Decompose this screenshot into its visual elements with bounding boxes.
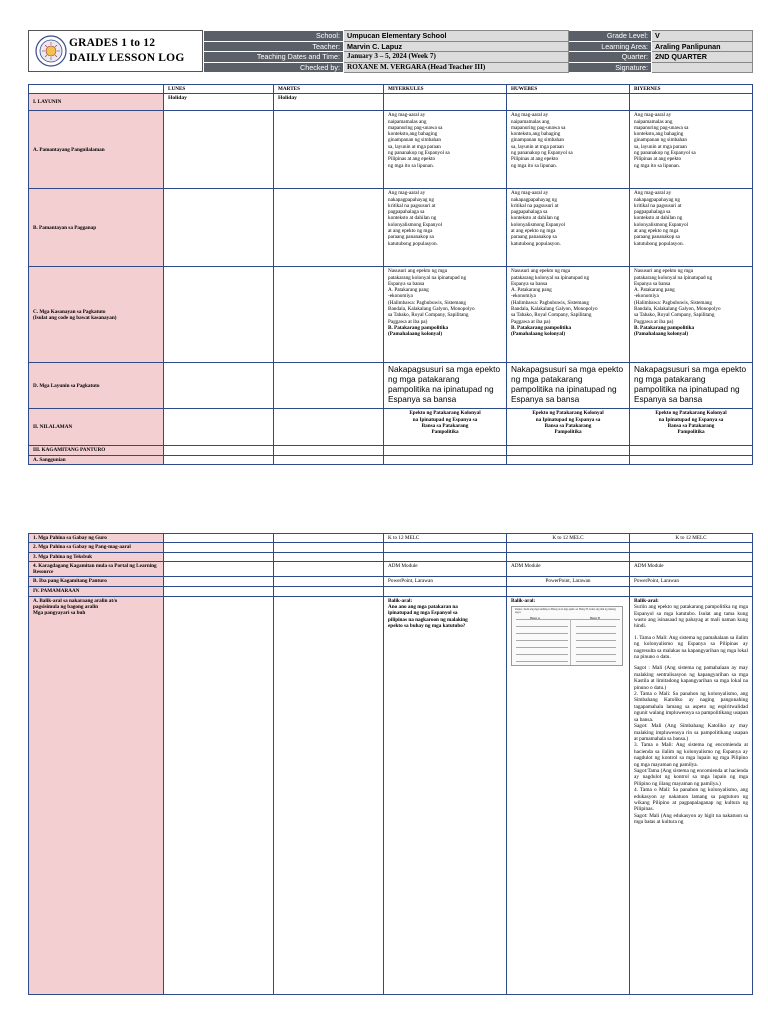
pamantayan-pangnilalaman-biyernes: Ang mag-aaral ay naipamamalas ang mapanuring pag-unawa sa konteksto,ang bahaging ginampanan ng simbahan sa, layunin at mga paraan ng pananakop ng Espanyol sa Pilipinas at ang epekto ng mga ito sa lipunan. <box>630 111 753 189</box>
row-label-pamantayan-sa-pagganap: B. Pamantayan sa Pagganap <box>29 189 164 267</box>
karagdagang-huwebes: ADM Module <box>507 561 630 577</box>
row-label-gabay-guro: 1. Mga Pahina sa Gabay ng Guro <box>29 534 164 543</box>
day-header-biyernes: BIYERNES <box>630 85 753 94</box>
row-label-layunin: I. LAYUNIN <box>29 94 164 111</box>
row-label-balik-aral: A. Balik-aral sa nakaraang aralin at/o pagsisimula ng bagong aralin Mga pangyayari sa buh <box>29 596 164 994</box>
school-value: Umpucan Elementary School <box>344 31 569 42</box>
area-label: Learning Area: <box>569 41 652 52</box>
tama-mali-item-1: 1. Tama o Mali: Ang sistema ng pamahalaan sa ilalim ng kolonyalismo ng Espanya sa Pilipinas ay nagresulta sa malakas na kapangyarihan ng mga lokal na pinuno o datu. <box>634 634 748 661</box>
teacher-label: Teacher: <box>204 41 344 52</box>
checked-value: ROXANE M. VERGARA (Head Teacher III) <box>344 62 569 73</box>
layunin-pagkatuto-miyerkules: Nakapagsusuri sa mga epekto ng mga patakarang pampolitika na ipinatupad ng Espanya sa bansa <box>384 363 507 409</box>
quarter-label: Quarter: <box>569 52 652 63</box>
dll-header <box>28 30 752 72</box>
iba-pang-biyernes: PowerPoint, Larawan <box>630 577 753 587</box>
kasanayan-miyerkules: Nasusuri ang epekto ng mga patakarang kolonyal na ipinatupad ng Espanya sa bansa A. Patakarang pang -ekonomiya (Halimbawa: Pagbubuwis, Sistemang Bandala, Kalakalang Galyon, Monopolyo sa Tabako, Royal Company, Sapilitang Paggawa at iba pa) B. Patakarang pampolitika (Pamahalaang kolonyal) <box>384 267 507 363</box>
header-title-grades: GRADES 1 to 12 <box>69 37 156 49</box>
row-label-kagamitang-panturo: III. KAGAMITANG PANTURO <box>29 446 164 455</box>
deped-seal-icon <box>35 35 67 67</box>
grade-value: V <box>652 31 753 42</box>
tama-mali-answer-2: Sagot: Mali (Ang Simbahang Katoliko ay may malaking impluwensya rin sa pampolitikang usapan at pamamahala sa bansa.) <box>634 723 748 742</box>
layunin-pagkatuto-biyernes: Nakapagsusuri sa mga epekto ng mga patakarang pampolitika na ipinatupad ng Espanya sa bansa <box>630 363 753 409</box>
header-fields-grid <box>203 30 753 73</box>
tama-mali-answer-4: Sagot: Mali (Ang edukasyon ay higit na nakatuon sa mga batas at kultura ng <box>634 812 748 826</box>
header-title-block <box>28 30 203 72</box>
layunin-pagkatuto-huwebes: Nakapagsusuri sa mga epekto ng mga patakarang pampolitika na ipinatupad ng Espanya sa bansa <box>507 363 630 409</box>
matching-worksheet-image <box>511 606 623 666</box>
gabay-guro-biyernes: K to 12 MELC <box>630 534 753 543</box>
tama-mali-answer-3: Sagot:Tama (Ang sistema ng encomienda at hacienda ay nagdulot ng kontrol sa mga lupain ng mga Pilipino ng iilang mayaman ng pamilya.) <box>634 767 748 787</box>
pamantayan-pangnilalaman-miyerkules: Ang mag-aaral ay naipamamalas ang mapanuring pag-unawa sa konteksto,ang bahaging ginampanan ng simbahan sa, layunin at mga paraan ng pananakop ng Espanyol sa Pilipinas at ang epekto ng mga ito sa lipunan. <box>384 111 507 189</box>
balik-aral-biyernes <box>630 596 753 994</box>
gabay-guro-miyerkules: K to 12 MELC <box>384 534 507 543</box>
teacher-value: Marvin C. Lapuz <box>344 41 569 52</box>
header-title-dll: DAILY LESSON LOG <box>69 52 185 64</box>
worksheet-instructions: Panuto: Isulat ang mga sanhing sa Hanay A na mga epikto sa Hanay B. Isulat ang titik ng tamang sagot. <box>515 608 616 615</box>
kasanayan-sublabel: (Isulat ang code ng bawat kasanayan) <box>33 314 117 321</box>
quarter-value: 2ND QUARTER <box>652 52 753 63</box>
day-header-martes: MARTES <box>274 85 384 94</box>
row-label-gabay-mag-aaral: 2. Mga Pahina sa Gabay ng Pang-mag-aaral <box>29 543 164 552</box>
row-label-pamantayang-pangnilalaman: A. Pamantayang Pangnilalaman <box>29 111 164 189</box>
nilalaman-biyernes: Epekto ng Patakarang Kolonyal na Ipinatupad ng Espanya sa Bansa sa Patakarang Pampolitika <box>630 409 753 446</box>
kasanayan-label: C. Mga Kasanayan sa Pagkatuto <box>33 308 106 315</box>
iba-pang-miyerkules: PowerPoint, Larawan <box>384 577 507 587</box>
row-label-sanggunian: A. Sanggunian <box>29 455 164 464</box>
area-value: Araling Panlipunan <box>652 41 753 52</box>
school-label: School: <box>204 31 344 42</box>
gabay-guro-huwebes: K to 12 MELC <box>507 534 630 543</box>
karagdagang-miyerkules: ADM Module <box>384 561 507 577</box>
row-label-karagdagang-kagamitan: 4. Karagdagang Kagamitan mula sa Portal ng Learning Resource <box>29 561 164 577</box>
nilalaman-miyerkules: Epekto ng Patakarang Kolonyal na Ipinatupad ng Espanya sa Bansa sa Patakarang Pampolitika <box>384 409 507 446</box>
row-label-nilalaman: II. NILALAMAN <box>29 409 164 446</box>
balik-aral-heading-huwebes: Balik-aral: <box>511 597 536 604</box>
dates-label: Teaching Dates and Time: <box>204 52 344 63</box>
row-label-iba-pang-kagamitan: B. Iba pang Kagamitang Panturo <box>29 577 164 587</box>
holiday-lunes: Holiday <box>164 94 274 111</box>
biyernes-intro: Suriin ang epekto ng patakarang pampolitika ng mga Espanyol sa mga katutubo. Isulat ang tama kung wasto ang isinasaad ng pahayag at mali naman kung hindi. <box>634 604 748 630</box>
tama-mali-item-2: 2. Tama o Mali: Sa panahon ng kolonyalismo, ang Simbahang Katoliko ay naging pangunahing tagapamahala lamang sa aspeto ng espiritwalidad ngunit walang impluwensya sa pampolitikang usapan sa bansa. <box>634 691 748 723</box>
dll-table-page2 <box>28 533 753 995</box>
day-header-lunes: LUNES <box>164 85 274 94</box>
dll-table-page1 <box>28 84 753 465</box>
row-label-layunin-sa-pagkatuto: D. Mga Layunin sa Pagkatuto <box>29 363 164 409</box>
checked-label: Checked by: <box>204 62 344 73</box>
tama-mali-item-4: 4. Tama o Mali: Sa panahon ng kolonyalismo, ang edukasyon ay nakatuon lamang sa pagtuturo ng wikang Pilipino at pagpapalaganap ng kultura ng Pilipinas. <box>634 787 748 813</box>
tama-mali-item-3: 3. Tama o Mali: Ang sistema ng encomienda at hacienda sa ilalim ng kolonyalismo ng Espanya ay nagdulot ng kontrol sa mga lupain ng mga Pilipino ng mga mayaman ng pamilya. <box>634 742 748 768</box>
tama-mali-answer-1: Sagot : Mali (Ang sistema ng pamahalaan ay may malaking sentralisasyon ng kapangyarihan sa mga Kastila at limitadong kapangyarihan sa mga lokal na pinuno o datu.) <box>634 665 748 691</box>
kasanayan-biyernes: Nasusuri ang epekto ng mga patakarang kolonyal na ipinatupad ng Espanya sa bansa A. Patakarang pang -ekonomiya (Halimbawa: Pagbubuwis, Sistemang Bandala, Kalakalang Galyon, Monopolyo sa Tabako, Royal Company, Sapilitang Paggawa at iba pa) B. Patakarang pampolitika (Pamahalaang kolonyal) <box>630 267 753 363</box>
balik-aral-heading-biyernes: Balik-aral: <box>634 597 659 604</box>
signature-value <box>652 62 753 73</box>
karagdagang-biyernes: ADM Module <box>630 561 753 577</box>
signature-label: Signature: <box>569 62 652 73</box>
kasanayan-huwebes: Nasusuri ang epekto ng mga patakarang kolonyal na ipinatupad ng Espanya sa bansa A. Patakarang pang -ekonomiya (Halimbawa: Pagbubuwis, Sistemang Bandala, Kalakalang Galyon, Monopolyo sa Tabako, Royal Company, Sapilitang Paggawa at iba pa) B. Patakarang pampolitika (Pamahalaang kolonyal) <box>507 267 630 363</box>
corner-cell <box>29 85 164 94</box>
balik-aral-huwebes <box>507 596 630 994</box>
day-header-miyerkules: MIYERKULES <box>384 85 507 94</box>
pamantayan-pagganap-miyerkules: Ang mag-aaral ay nakapagpapahayag ng kritikal na pagsusuri at pagpapahalaga sa konteksto at dahilan ng kolonyalismong Espanyol at ang epekto ng mga paraang pananakop sa katutubong populasyon. <box>384 189 507 267</box>
row-label-kasanayan <box>29 267 164 363</box>
iba-pang-huwebes: PowerPoint, Larawan <box>507 577 630 587</box>
row-label-teksbuk: 3. Mga Pahina ng Teksbuk <box>29 552 164 561</box>
day-header-huwebes: HUWEBES <box>507 85 630 94</box>
dates-value: January 3 – 5, 2024 (Week 7) <box>344 52 569 63</box>
pamantayan-pagganap-huwebes: Ang mag-aaral ay nakapagpapahayag ng kritikal na pagsusuri at pagpapahalaga sa konteksto at dahilan ng kolonyalismong Espanyol at ang epekto ng mga paraang pananakop sa katutubong populasyon. <box>507 189 630 267</box>
grade-label: Grade Level: <box>569 31 652 42</box>
balik-aral-miyerkules: Balik-aral: Ano ano ang mga patakaran na ipinatupad ng mga Espanyol sa pilipinas na nagkaroon ng malaking epekto sa buhay ng mga katutubo? <box>384 596 507 994</box>
nilalaman-huwebes: Epekto ng Patakarang Kolonyal na Ipinatupad ng Espanya sa Bansa sa Patakarang Pampolitika <box>507 409 630 446</box>
pamantayan-pagganap-biyernes: Ang mag-aaral ay nakapagpapahayag ng kritikal na pagsusuri at pagpapahalaga sa konteksto at dahilan ng kolonyalismong Espanyol at ang epekto ng mga paraang pananakop sa katutubong populasyon. <box>630 189 753 267</box>
holiday-martes: Holiday <box>274 94 384 111</box>
row-label-pamamaraan: IV. PAMAMARAAN <box>29 587 164 596</box>
pamantayan-pangnilalaman-huwebes: Ang mag-aaral ay naipamamalas ang mapanuring pag-unawa sa konteksto,ang bahaging ginampanan ng simbahan sa, layunin at mga paraan ng pananakop ng Espanyol sa Pilipinas at ang epekto ng mga ito sa lipunan. <box>507 111 630 189</box>
